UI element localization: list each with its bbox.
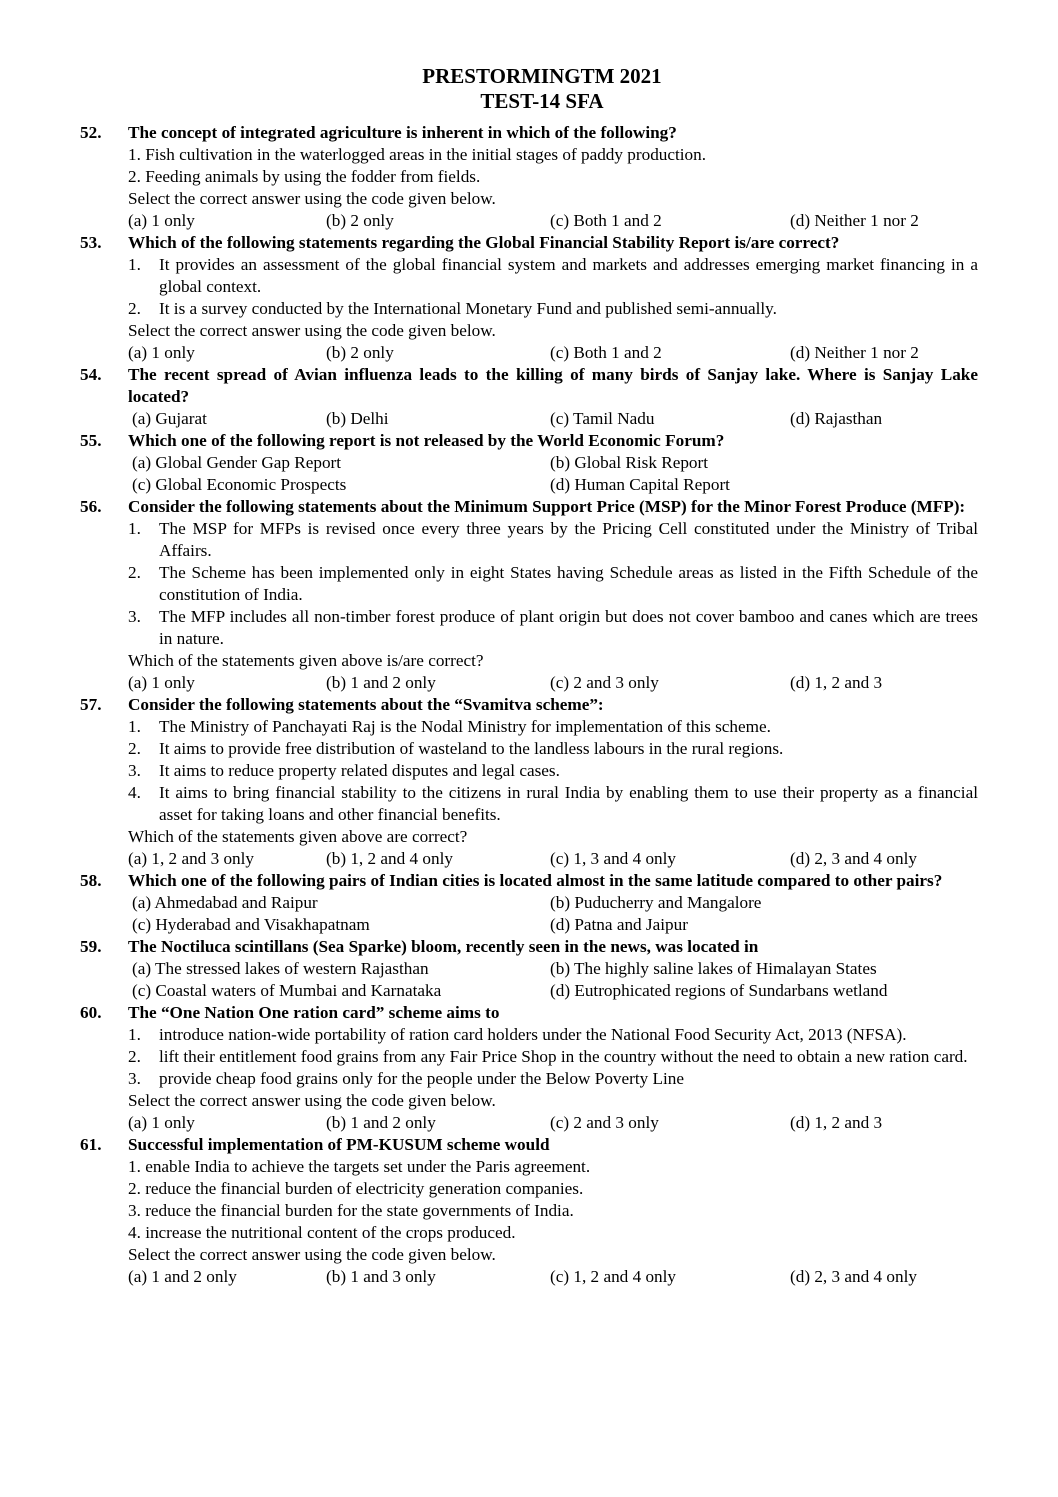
options: [128, 672, 978, 694]
statement-number: 1.: [128, 717, 141, 736]
statement-number: 2.: [128, 739, 141, 758]
statement: [128, 298, 978, 320]
statement-number: 1.: [128, 1025, 141, 1044]
question-text: The Noctiluca scintillans (Sea Sparke) bloom, recently seen in the news, was located in: [128, 937, 759, 956]
statement-number: 3.: [128, 1069, 141, 1088]
statement: [128, 1068, 978, 1090]
option-b: (b) 1 and 3 only: [326, 1267, 436, 1286]
options: [128, 980, 978, 1002]
question-61: [80, 1134, 978, 1288]
statement-text: It aims to reduce property related disputes and legal cases.: [159, 761, 560, 780]
question-60: [80, 1002, 978, 1134]
statement: 1. enable India to achieve the targets set under the Paris agreement.: [128, 1157, 591, 1176]
question-57: [80, 694, 978, 870]
option-a: (a) 1, 2 and 3 only: [128, 849, 255, 868]
instruction: Select the correct answer using the code given below.: [128, 189, 496, 208]
statement: [128, 254, 978, 298]
question-number: 59.: [80, 937, 102, 956]
question-text: The concept of integrated agriculture is inherent in which of the following?: [128, 123, 677, 142]
option-c: (c) 2 and 3 only: [550, 1113, 659, 1132]
statement-text: It aims to provide free distribution of wasteland to the landless labours in the rural regions.: [159, 739, 784, 758]
option-d: (d) Neither 1 nor 2: [790, 343, 919, 362]
question-55: [80, 430, 978, 496]
statement-text: It provides an assessment of the global financial system and markets and addresses emerging market financing in a global context.: [159, 255, 978, 296]
option-c: (c) Both 1 and 2: [550, 343, 662, 362]
option-d: (d) 1, 2 and 3: [790, 673, 883, 692]
paper-subtitle: TEST-14 SFA: [480, 89, 604, 113]
question-58: [80, 870, 978, 936]
question-54: [80, 364, 978, 430]
option-b: (b) 2 only: [326, 211, 394, 230]
instruction: Which of the statements given above are correct?: [128, 827, 468, 846]
instruction: Which of the statements given above is/are correct?: [128, 651, 484, 670]
question-number: 58.: [80, 871, 102, 890]
statement-text: The MSP for MFPs is revised once every three years by the Pricing Cell constituted under the Ministry of Tribal Affairs.: [159, 519, 978, 560]
statement: 3. reduce the financial burden for the state governments of India.: [128, 1201, 574, 1220]
statement: 4. increase the nutritional content of the crops produced.: [128, 1223, 516, 1242]
question-text: Consider the following statements about the “Svamitva scheme”:: [128, 695, 604, 714]
question-number: 55.: [80, 431, 102, 450]
question-59: [80, 936, 978, 1002]
option-a: (a) The stressed lakes of western Rajasthan: [132, 959, 429, 978]
question-52: [80, 122, 978, 232]
statement-text: The Scheme has been implemented only in eight States having Schedule areas as listed in the Fifth Schedule of the constitution of India.: [159, 563, 978, 604]
option-c: (c) 1, 3 and 4 only: [550, 849, 677, 868]
option-a: (a) 1 only: [128, 343, 195, 362]
statement-number: 1.: [128, 255, 141, 274]
option-d: (d) 2, 3 and 4 only: [790, 849, 917, 868]
option-d: (d) 2, 3 and 4 only: [790, 1267, 917, 1286]
statement: [128, 1024, 978, 1046]
option-d: (d) Patna and Jaipur: [550, 915, 688, 934]
statement: [128, 606, 978, 650]
options: [128, 914, 978, 936]
option-a: (a) Global Gender Gap Report: [132, 453, 342, 472]
option-d: (d) Human Capital Report: [550, 475, 730, 494]
option-d: (d) Eutrophicated regions of Sundarbans wetland: [550, 981, 888, 1000]
statement: [128, 738, 978, 760]
question-text: The “One Nation One ration card” scheme aims to: [128, 1003, 500, 1022]
options: [128, 1112, 978, 1134]
question-text: Consider the following statements about the Minimum Support Price (MSP) for the Minor Forest Produce (MFP):: [128, 497, 966, 516]
option-c: (c) Tamil Nadu: [550, 409, 655, 428]
option-c: (c) 1, 2 and 4 only: [550, 1267, 677, 1286]
statement-text: lift their entitlement food grains from any Fair Price Shop in the country without the need to obtain a new ration card.: [159, 1047, 968, 1066]
question-text: Successful implementation of PM-KUSUM scheme would: [128, 1135, 550, 1154]
question-number: 60.: [80, 1003, 102, 1022]
option-b: (b) 2 only: [326, 343, 394, 362]
statement-number: 2.: [128, 1047, 141, 1066]
options: [128, 408, 978, 430]
statement: [128, 760, 978, 782]
option-a: (a) 1 only: [128, 1113, 195, 1132]
statement: [128, 518, 978, 562]
option-a: (a) 1 only: [128, 673, 195, 692]
option-b: (b) Global Risk Report: [550, 453, 709, 472]
question-number: 54.: [80, 365, 102, 384]
option-c: (c) Global Economic Prospects: [132, 475, 347, 494]
option-a: (a) Ahmedabad and Raipur: [132, 893, 318, 912]
statement: [128, 716, 978, 738]
option-a: (a) 1 only: [128, 211, 195, 230]
question-number: 57.: [80, 695, 102, 714]
option-d: (d) Rajasthan: [790, 409, 883, 428]
statement-text: introduce nation-wide portability of ration card holders under the National Food Security Act, 2013 (NFSA).: [159, 1025, 907, 1044]
question-text: The recent spread of Avian influenza leads to the killing of many birds of Sanjay lake. Where is Sanjay Lake located?: [128, 365, 978, 406]
question-paper: [80, 64, 978, 1288]
option-b: (b) 1, 2 and 4 only: [326, 849, 453, 868]
option-b: (b) Puducherry and Mangalore: [550, 893, 762, 912]
options: [128, 1266, 978, 1288]
question-text: Which of the following statements regarding the Global Financial Stability Report is/are correct?: [128, 233, 840, 252]
instruction: Select the correct answer using the code given below.: [128, 321, 496, 340]
option-a: (a) Gujarat: [132, 409, 207, 428]
statement-number: 3.: [128, 607, 141, 626]
statement-text: It is a survey conducted by the International Monetary Fund and published semi-annually.: [159, 299, 777, 318]
question-text: Which one of the following pairs of Indian cities is located almost in the same latitude compared to other pairs?: [128, 871, 943, 890]
options: [128, 892, 978, 914]
statement: [128, 1046, 978, 1068]
question-number: 61.: [80, 1135, 102, 1154]
instruction: Select the correct answer using the code given below.: [128, 1091, 496, 1110]
question-number: 56.: [80, 497, 102, 516]
options: [128, 958, 978, 980]
option-b: (b) 1 and 2 only: [326, 1113, 436, 1132]
option-b: (b) The highly saline lakes of Himalayan States: [550, 959, 877, 978]
paper-title: PRESTORMINGTM 2021: [422, 64, 662, 88]
option-c: (c) 2 and 3 only: [550, 673, 659, 692]
statement-number: 4.: [128, 783, 141, 802]
option-a: (a) 1 and 2 only: [128, 1267, 237, 1286]
statement-text: It aims to bring financial stability to the citizens in rural India by enabling them to use their property as a financial asset for taking loans and other financial benefits.: [159, 783, 978, 824]
option-d: (d) Neither 1 nor 2: [790, 211, 919, 230]
statement: 2. Feeding animals by using the fodder from fields.: [128, 167, 481, 186]
statement: 2. reduce the financial burden of electricity generation companies.: [128, 1179, 584, 1198]
option-b: (b) 1 and 2 only: [326, 673, 436, 692]
statement: [128, 562, 978, 606]
options: [128, 342, 978, 364]
options: [128, 452, 978, 474]
option-c: (c) Coastal waters of Mumbai and Karnataka: [132, 981, 442, 1000]
option-b: (b) Delhi: [326, 409, 389, 428]
options: [128, 848, 978, 870]
statement-number: 3.: [128, 761, 141, 780]
statement-number: 2.: [128, 299, 141, 318]
paper-header: [80, 64, 978, 114]
statement-number: 1.: [128, 519, 141, 538]
statement: 1. Fish cultivation in the waterlogged areas in the initial stages of paddy production.: [128, 145, 707, 164]
statement: [128, 782, 978, 826]
options: [128, 474, 978, 496]
question-number: 53.: [80, 233, 102, 252]
statement-text: The MFP includes all non-timber forest produce of plant origin but does not cover bamboo and canes which are trees in nature.: [159, 607, 978, 648]
statement-number: 2.: [128, 563, 141, 582]
question-56: [80, 496, 978, 694]
options: [128, 210, 978, 232]
question-53: [80, 232, 978, 364]
question-text: Which one of the following report is not released by the World Economic Forum?: [128, 431, 725, 450]
question-number: 52.: [80, 123, 102, 142]
instruction: Select the correct answer using the code given below.: [128, 1245, 496, 1264]
statement-text: The Ministry of Panchayati Raj is the Nodal Ministry for implementation of this scheme.: [159, 717, 771, 736]
option-c: (c) Hyderabad and Visakhapatnam: [132, 915, 370, 934]
statement-text: provide cheap food grains only for the people under the Below Poverty Line: [159, 1069, 685, 1088]
option-d: (d) 1, 2 and 3: [790, 1113, 883, 1132]
option-c: (c) Both 1 and 2: [550, 211, 662, 230]
